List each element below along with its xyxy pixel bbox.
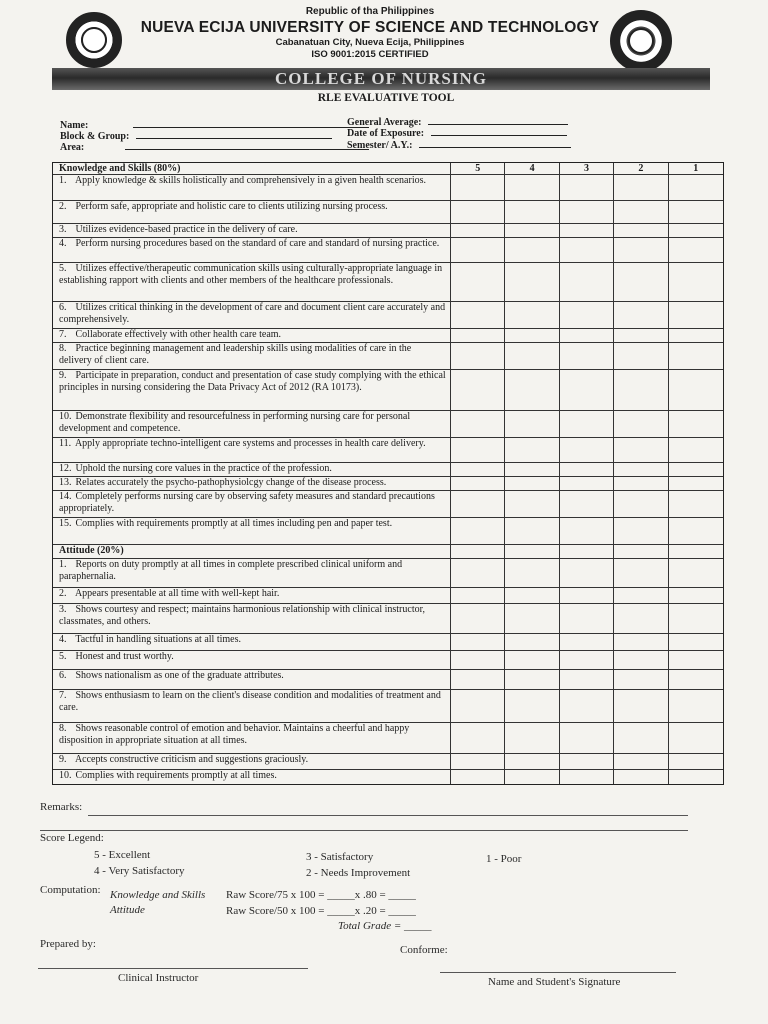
semester-label: Semester/ A.Y.: <box>347 140 413 151</box>
rating-cell-2[interactable] <box>614 604 668 633</box>
rating-cell-5[interactable] <box>451 545 505 558</box>
rating-cell-2[interactable] <box>614 670 668 689</box>
block-group-line <box>136 129 332 139</box>
rating-cell-1[interactable] <box>669 770 723 784</box>
rating-cell-5[interactable] <box>451 263 505 301</box>
rating-cell-4[interactable] <box>505 670 559 689</box>
rating-cell-3[interactable] <box>560 491 614 517</box>
rating-cell-3[interactable] <box>560 604 614 633</box>
rating-cell-1[interactable] <box>669 201 723 223</box>
rating-cell-4[interactable] <box>505 329 559 342</box>
rating-cell-4[interactable] <box>505 634 559 650</box>
rating-cell-5[interactable] <box>451 463 505 476</box>
criterion-number: 6. <box>59 670 67 681</box>
criterion-number: 7. <box>59 690 67 701</box>
rating-cell-2[interactable] <box>614 263 668 301</box>
rating-cell-5[interactable] <box>451 559 505 587</box>
knowledge-criterion <box>53 438 451 462</box>
rating-cell-2[interactable] <box>614 463 668 476</box>
criterion-text: Complies with requirements promptly at all times including pen and paper test. <box>75 518 393 529</box>
rating-cell-3[interactable] <box>560 238 614 262</box>
rating-cell-3[interactable] <box>560 370 614 410</box>
criterion-text: Complies with requirements promptly at all times. <box>75 770 277 781</box>
rating-cell-3[interactable] <box>560 302 614 328</box>
rating-cell-3[interactable] <box>560 477 614 490</box>
rating-cell-5[interactable] <box>451 438 505 462</box>
criterion-number: 9. <box>59 754 67 765</box>
rating-cell-3[interactable] <box>560 651 614 669</box>
knowledge-criterion <box>53 175 451 200</box>
rating-cell-2[interactable] <box>614 770 668 784</box>
general-average-line <box>428 115 568 125</box>
rating-cell-3[interactable] <box>560 559 614 587</box>
rating-cell-2[interactable] <box>614 588 668 603</box>
university-seal-icon <box>66 12 122 68</box>
attitude-header <box>53 545 723 559</box>
knowledge-skills-label: Knowledge and Skills <box>110 889 206 901</box>
remarks-line[interactable] <box>88 815 688 816</box>
attitude-criterion <box>53 754 451 769</box>
criterion-text: Perform safe, appropriate and holistic care to clients utilizing nursing process. <box>75 201 388 212</box>
rating-cell-5[interactable] <box>451 690 505 722</box>
rating-cell-4[interactable] <box>505 411 559 437</box>
rating-cell-1[interactable] <box>669 545 723 558</box>
rating-cell-2[interactable] <box>614 411 668 437</box>
rating-cell-5[interactable] <box>451 175 505 200</box>
table-row <box>53 518 723 545</box>
rating-cell-2[interactable] <box>614 175 668 200</box>
prepared-by-label: Prepared by: <box>40 938 96 950</box>
rating-cell-4[interactable] <box>505 491 559 517</box>
attitude-label: Attitude <box>110 904 145 916</box>
criterion-number: 5. <box>59 651 67 662</box>
rating-cell-3[interactable] <box>560 438 614 462</box>
rating-cell-2[interactable] <box>614 634 668 650</box>
rating-cell-2[interactable] <box>614 302 668 328</box>
rating-cell-1[interactable] <box>669 634 723 650</box>
table-row <box>53 754 723 770</box>
criterion-number: 3. <box>59 224 67 235</box>
criterion-text: Apply knowledge & skills holistically and comprehensively in a given health scenarios. <box>74 175 426 186</box>
criterion-text: Practice beginning management and leadership skills using modalities of care in the delivery of client care. <box>59 343 412 366</box>
table-row <box>53 491 723 518</box>
instructor-signature-line[interactable] <box>38 968 308 969</box>
area-field[interactable] <box>60 140 369 153</box>
rating-cell-4[interactable] <box>505 263 559 301</box>
rating-cell-1[interactable] <box>669 518 723 544</box>
rating-header-5: 5 <box>451 163 505 174</box>
criterion-text: Perform nursing procedures based on the standard of care and standard of nursing practice. <box>75 238 440 249</box>
rating-cell-4[interactable] <box>505 302 559 328</box>
rating-cell-4[interactable] <box>505 224 559 237</box>
rating-cell-4[interactable] <box>505 754 559 769</box>
criterion-text: Utilizes effective/therapeutic communication skills using culturally-appropriate language in establishing rapport with clients and other members of the healthcare professionals. <box>59 263 443 286</box>
table-row <box>53 438 723 463</box>
rating-cell-4[interactable] <box>505 438 559 462</box>
rating-cell-1[interactable] <box>669 463 723 476</box>
rating-cell-2[interactable] <box>614 201 668 223</box>
rating-cell-5[interactable] <box>451 634 505 650</box>
rating-cell-2[interactable] <box>614 224 668 237</box>
rating-cell-1[interactable] <box>669 477 723 490</box>
form-title: RLE EVALUATIVE TOOL <box>317 92 455 104</box>
rating-cell-2[interactable] <box>614 723 668 753</box>
knowledge-skills-header <box>53 163 723 175</box>
knowledge-criterion <box>53 491 451 517</box>
knowledge-skills-header-label: Knowledge and Skills (80%) <box>53 163 451 174</box>
rating-cell-2[interactable] <box>614 559 668 587</box>
remarks-label: Remarks: <box>40 801 83 813</box>
rating-cell-1[interactable] <box>669 302 723 328</box>
legend-satisfactory: 3 - Satisfactory <box>306 851 374 863</box>
rating-cell-1[interactable] <box>669 370 723 410</box>
attitude-criterion <box>53 670 451 689</box>
rating-cell-1[interactable] <box>669 224 723 237</box>
table-row <box>53 370 723 411</box>
general-average-label: General Average: <box>347 117 422 128</box>
rating-cell-1[interactable] <box>669 438 723 462</box>
rating-cell-2[interactable] <box>614 370 668 410</box>
knowledge-criterion <box>53 329 451 342</box>
criterion-number: 1. <box>59 559 67 570</box>
rating-cell-2[interactable] <box>614 690 668 722</box>
knowledge-criterion <box>53 302 451 328</box>
criterion-text: Reports on duty promptly at all times in complete prescribed clinical uniform and paraphernalia. <box>59 559 403 582</box>
rating-cell-5[interactable] <box>451 224 505 237</box>
rating-cell-1[interactable] <box>669 411 723 437</box>
criterion-number: 4. <box>59 634 67 645</box>
table-row <box>53 477 723 491</box>
rating-cell-3[interactable] <box>560 588 614 603</box>
criterion-text: Honest and trust worthy. <box>75 651 174 662</box>
rating-cell-3[interactable] <box>560 175 614 200</box>
legend-excellent: 5 - Excellent <box>94 849 151 861</box>
criterion-text: Shows courtesy and respect; maintains harmonious relationship with clinical instructor, classmates, and others. <box>59 604 426 627</box>
rating-cell-2[interactable] <box>614 491 668 517</box>
criterion-text: Apply appropriate techno-intelligent care systems and processes in health care delivery. <box>74 438 426 449</box>
rating-cell-2[interactable] <box>614 438 668 462</box>
rating-cell-5[interactable] <box>451 670 505 689</box>
criterion-text: Completely performs nursing care by observing safety measures and standard precautions appropriately. <box>59 491 435 514</box>
criterion-number: 12. <box>59 463 72 474</box>
rating-cell-2[interactable] <box>614 518 668 544</box>
rating-cell-3[interactable] <box>560 518 614 544</box>
rating-cell-1[interactable] <box>669 723 723 753</box>
rating-cell-5[interactable] <box>451 588 505 603</box>
rating-cell-2[interactable] <box>614 545 668 558</box>
rating-cell-3[interactable] <box>560 343 614 369</box>
rating-cell-2[interactable] <box>614 754 668 769</box>
criterion-text: Demonstrate flexibility and resourcefulness in performing nursing care for personal development and competence. <box>59 411 411 434</box>
criterion-text: Utilizes evidence-based practice in the delivery of care. <box>75 224 298 235</box>
name-label: Name: <box>60 120 89 131</box>
rating-cell-5[interactable] <box>451 491 505 517</box>
knowledge-criterion <box>53 238 451 262</box>
rating-cell-1[interactable] <box>669 604 723 633</box>
rating-header-4: 4 <box>505 163 559 174</box>
rating-cell-2[interactable] <box>614 238 668 262</box>
rating-cell-4[interactable] <box>505 588 559 603</box>
criterion-text: Uphold the nursing core values in the practice of the profession. <box>75 463 332 474</box>
criterion-number: 3. <box>59 604 67 615</box>
table-row <box>53 238 723 263</box>
rating-cell-1[interactable] <box>669 651 723 669</box>
rating-header-3: 3 <box>560 163 614 174</box>
rating-cell-4[interactable] <box>505 175 559 200</box>
criterion-number: 7. <box>59 329 67 340</box>
semester-field[interactable] <box>347 138 571 151</box>
criterion-number: 10. <box>59 770 72 781</box>
rating-cell-5[interactable] <box>451 754 505 769</box>
table-row <box>53 670 723 690</box>
student-signature-line[interactable] <box>440 972 676 973</box>
remarks-line-2[interactable] <box>40 830 688 831</box>
attitude-criterion <box>53 770 451 784</box>
table-row <box>53 588 723 604</box>
criterion-text: Collaborate effectively with other health care team. <box>75 329 282 340</box>
criterion-number: 8. <box>59 723 67 734</box>
rating-cell-4[interactable] <box>505 723 559 753</box>
rating-cell-5[interactable] <box>451 329 505 342</box>
rating-cell-4[interactable] <box>505 518 559 544</box>
rating-cell-1[interactable] <box>669 491 723 517</box>
rating-cell-3[interactable] <box>560 770 614 784</box>
criterion-number: 6. <box>59 302 67 313</box>
college-name: COLLEGE OF NURSING <box>275 69 487 88</box>
attitude-header-label: Attitude (20%) <box>53 545 451 558</box>
rating-cell-4[interactable] <box>505 559 559 587</box>
rating-cell-3[interactable] <box>560 690 614 722</box>
table-row <box>53 723 723 754</box>
conforme-label: Conforme: <box>400 944 448 956</box>
rating-cell-5[interactable] <box>451 343 505 369</box>
knowledge-criterion <box>53 224 451 237</box>
rating-cell-4[interactable] <box>505 690 559 722</box>
rating-cell-1[interactable] <box>669 238 723 262</box>
criterion-number: 9. <box>59 370 67 381</box>
knowledge-criterion <box>53 263 451 301</box>
criterion-number: 13. <box>59 477 72 488</box>
criterion-number: 14. <box>59 491 72 502</box>
rating-cell-2[interactable] <box>614 477 668 490</box>
rating-cell-3[interactable] <box>560 201 614 223</box>
rating-cell-2[interactable] <box>614 343 668 369</box>
total-grade: Total Grade = _____ <box>338 920 432 932</box>
legend-poor: 1 - Poor <box>486 853 522 865</box>
table-row <box>53 604 723 634</box>
rating-cell-3[interactable] <box>560 463 614 476</box>
rating-cell-5[interactable] <box>451 411 505 437</box>
rating-cell-3[interactable] <box>560 411 614 437</box>
score-legend-label: Score Legend: <box>40 832 104 844</box>
rating-cell-3[interactable] <box>560 634 614 650</box>
criterion-number: 2. <box>59 588 67 599</box>
legend-needs-improvement: 2 - Needs Improvement <box>306 867 411 879</box>
rating-cell-1[interactable] <box>669 588 723 603</box>
clinical-instructor-label: Clinical Instructor <box>118 972 199 984</box>
criterion-number: 8. <box>59 343 67 354</box>
rating-cell-4[interactable] <box>505 463 559 476</box>
attitude-criterion <box>53 651 451 669</box>
area-label: Area: <box>60 142 85 153</box>
name-line <box>133 118 369 128</box>
rating-cell-3[interactable] <box>560 263 614 301</box>
knowledge-criterion <box>53 518 451 544</box>
criterion-number: 5. <box>59 263 67 274</box>
rating-cell-5[interactable] <box>451 370 505 410</box>
college-banner <box>52 68 710 90</box>
rating-cell-1[interactable] <box>669 343 723 369</box>
block-group-label: Block & Group: <box>60 131 130 142</box>
table-row <box>53 651 723 670</box>
rating-cell-3[interactable] <box>560 670 614 689</box>
rating-cell-5[interactable] <box>451 723 505 753</box>
attitude-criterion <box>53 559 451 587</box>
rating-cell-4[interactable] <box>505 545 559 558</box>
rating-cell-1[interactable] <box>669 690 723 722</box>
area-line <box>125 140 369 150</box>
evaluation-table <box>52 162 724 785</box>
attitude-criterion <box>53 690 451 722</box>
rating-header-2: 2 <box>614 163 668 174</box>
rating-cell-5[interactable] <box>451 477 505 490</box>
knowledge-criterion <box>53 370 451 410</box>
legend-very-satisfactory: 4 - Very Satisfactory <box>94 865 185 877</box>
computation-label: Computation: <box>40 884 101 896</box>
knowledge-criterion <box>53 411 451 437</box>
rating-cell-3[interactable] <box>560 723 614 753</box>
rating-cell-2[interactable] <box>614 651 668 669</box>
college-seal-icon <box>610 10 672 72</box>
attitude-criterion <box>53 723 451 753</box>
attitude-criterion <box>53 604 451 633</box>
table-row <box>53 411 723 438</box>
attitude-criterion <box>53 634 451 650</box>
table-row <box>53 463 723 477</box>
rating-cell-5[interactable] <box>451 238 505 262</box>
table-row <box>53 329 723 343</box>
knowledge-criterion <box>53 343 451 369</box>
rating-cell-5[interactable] <box>451 302 505 328</box>
table-row <box>53 224 723 238</box>
rating-cell-5[interactable] <box>451 651 505 669</box>
table-row <box>53 201 723 224</box>
rating-cell-1[interactable] <box>669 329 723 342</box>
criterion-text: Shows enthusiasm to learn on the client's disease condition and modalities of treatment and care. <box>59 690 441 713</box>
criterion-number: 4. <box>59 238 67 249</box>
student-signature-label: Name and Student's Signature <box>488 976 621 988</box>
rating-cell-4[interactable] <box>505 651 559 669</box>
rating-cell-4[interactable] <box>505 201 559 223</box>
table-row <box>53 263 723 302</box>
table-row <box>53 634 723 651</box>
rating-cell-5[interactable] <box>451 518 505 544</box>
criterion-text: Utilizes critical thinking in the development of care and document client care accurately and comprehensively. <box>59 302 446 325</box>
rating-cell-5[interactable] <box>451 604 505 633</box>
raw-score-attitude: Raw Score/50 x 100 = _____x .20 = _____ <box>226 905 416 917</box>
rating-cell-4[interactable] <box>505 238 559 262</box>
date-exposure-label: Date of Exposure: <box>347 128 425 139</box>
criterion-text: Shows reasonable control of emotion and behavior. Maintains a cheerful and happy disposition in appropriate situation at all times. <box>59 723 410 746</box>
table-row <box>53 175 723 201</box>
rating-cell-4[interactable] <box>505 343 559 369</box>
rating-cell-2[interactable] <box>614 329 668 342</box>
iso-certification: ISO 9001:2015 CERTIFIED <box>311 49 429 60</box>
date-exposure-line <box>431 126 567 136</box>
rating-cell-5[interactable] <box>451 201 505 223</box>
rating-cell-3[interactable] <box>560 754 614 769</box>
knowledge-criterion <box>53 201 451 223</box>
rating-cell-3[interactable] <box>560 545 614 558</box>
attitude-criterion <box>53 588 451 603</box>
rating-cell-3[interactable] <box>560 224 614 237</box>
rating-cell-1[interactable] <box>669 754 723 769</box>
knowledge-criterion <box>53 477 451 490</box>
rating-cell-1[interactable] <box>669 175 723 200</box>
rating-cell-3[interactable] <box>560 329 614 342</box>
rating-cell-1[interactable] <box>669 263 723 301</box>
table-row <box>53 559 723 588</box>
criterion-number: 10. <box>59 411 72 422</box>
republic-label: Republic of tha Philippines <box>305 6 435 17</box>
table-row <box>53 770 723 784</box>
criterion-text: Accepts constructive criticism and suggestions graciously. <box>74 754 309 765</box>
rating-cell-4[interactable] <box>505 604 559 633</box>
table-row <box>53 690 723 723</box>
university-address: Cabanatuan City, Nueva Ecija, Philippines <box>275 37 465 48</box>
criterion-text: Shows nationalism as one of the graduate attributes. <box>75 670 284 681</box>
criterion-text: Appears presentable at all time with well-kept hair. <box>74 588 280 599</box>
rating-cell-4[interactable] <box>505 477 559 490</box>
criterion-text: Participate in preparation, conduct and presentation of case study complying with the ethical principles in nursing considering the Data Privacy Act of 2012 (RA 10173). <box>59 370 446 393</box>
knowledge-criterion <box>53 463 451 476</box>
rating-header-1: 1 <box>693 163 699 174</box>
criterion-text: Tactful in handling situations at all times. <box>75 634 241 645</box>
criterion-number: 11. <box>59 438 72 449</box>
criterion-number: 15. <box>59 518 72 529</box>
university-name: NUEVA ECIJA UNIVERSITY OF SCIENCE AND TECHNOLOGY <box>140 19 600 36</box>
criterion-number: 2. <box>59 201 67 212</box>
rating-cell-4[interactable] <box>505 770 559 784</box>
raw-score-ks: Raw Score/75 x 100 = _____x .80 = _____ <box>226 889 416 901</box>
rating-cell-1[interactable] <box>669 670 723 689</box>
semester-line <box>419 138 571 148</box>
rating-cell-4[interactable] <box>505 370 559 410</box>
criterion-number: 1. <box>59 175 67 186</box>
table-row <box>53 302 723 329</box>
rating-cell-1[interactable] <box>669 559 723 587</box>
table-row <box>53 343 723 370</box>
rating-cell-5[interactable] <box>451 770 505 784</box>
criterion-text: Relates accurately the psycho-pathophysiolcgy change of the disease process. <box>75 477 387 488</box>
